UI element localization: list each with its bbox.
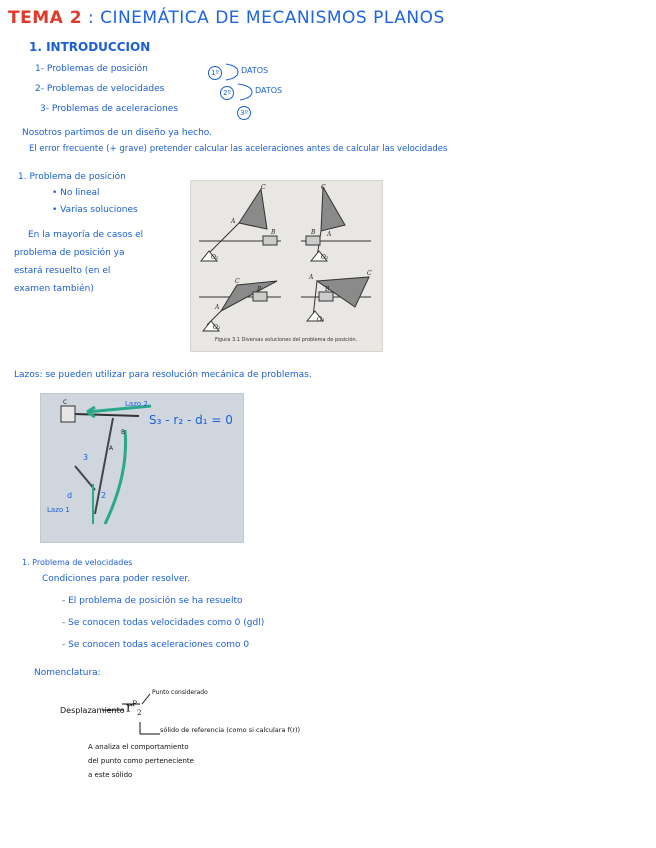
velocidades-sub: Condiciones para poder resolver. [42, 574, 191, 584]
fig1-label: C [367, 270, 372, 277]
intro-circle-2: 2º [220, 80, 234, 100]
lazo-equation: S₃ - r₂ - d₁ = 0 [149, 413, 233, 427]
fig2-label: Lazo 1 [47, 506, 70, 514]
fig2-label: A [109, 445, 114, 452]
fig1-label: B [257, 286, 262, 293]
mechanism-diagrams [191, 181, 382, 351]
fig1-label: O₂ [213, 324, 221, 331]
posicion-bullet-2: • Varias soluciones [52, 205, 138, 215]
lazos-line: Lazos: se pueden utilizar para resolución mecánica de problemas. [14, 370, 312, 380]
fig2-label: d [67, 491, 73, 500]
velocidades-heading: 1. Problema de velocidades [22, 558, 133, 567]
desplazamiento-label: Desplazamiento [60, 706, 125, 715]
lazos-diagram [41, 394, 243, 542]
fig1-label: B [311, 229, 316, 236]
intro-circle-1: 1º [208, 60, 222, 80]
note-line-2: del punto como perteneciente [88, 757, 194, 765]
posicion-para-3: estará resuelto (en el [14, 266, 111, 276]
page-title [8, 8, 445, 28]
mechanism-figure-photo [190, 180, 383, 352]
title-number: TEMA 2 [8, 8, 83, 28]
fig1-label: A [215, 304, 220, 311]
r-symbol-sup: P [132, 700, 137, 708]
intro-circle-3: 3º [237, 100, 251, 120]
fig2-label: 3 [83, 453, 89, 462]
intro-item-2: 2- Problemas de velocidades [35, 84, 165, 94]
intro-heading: 1. INTRODUCCION [29, 40, 151, 54]
fig1-label: C [235, 278, 240, 285]
datos-label-1: DATOS [241, 66, 269, 75]
fig1-label: A [309, 274, 314, 281]
fig1-label: A [231, 218, 236, 225]
title-colon: : [87, 8, 95, 28]
fig2-label: 2 [101, 491, 107, 500]
fig1-label: A [327, 231, 332, 238]
posicion-para-2: problema de posición ya [14, 248, 125, 258]
posicion-para-1: En la mayoría de casos el [28, 230, 144, 240]
fig2-label: C [63, 399, 68, 406]
intro-line-2: El error frecuente (+ grave) pretender calcular las aceleraciones antes de calcular las velocidades [29, 144, 448, 154]
fig1-label: O₂ [211, 254, 219, 261]
posicion-heading: 1. Problema de posición [18, 172, 126, 182]
intro-line-1: Nosotros partimos de un diseño ya hecho. [22, 128, 212, 138]
note-line-3: a este sólido [88, 771, 133, 779]
datos-label-2: DATOS [255, 86, 283, 95]
solido-label: sólido de referencia (como si calculara f(r)) [160, 726, 301, 734]
r-symbol-letter: r [126, 700, 133, 716]
fig1-label: C [261, 184, 266, 191]
lazos-figure-photo [40, 393, 244, 543]
velocidades-item-1: - El problema de posición se ha resuelto [62, 596, 243, 606]
title-text: CINEMÁTICA DE MECANISMOS PLANOS [100, 8, 445, 28]
nomenclatura-heading: Nomenclatura: [34, 668, 101, 678]
posicion-bullet-1: • No lineal [52, 188, 100, 198]
figure1-caption: Figura 3.1 Diversas soluciones del problema de posición. [215, 337, 358, 343]
fig1-label: B [271, 229, 276, 236]
fig1-label: O₂ [321, 254, 329, 261]
fig1-label: O₂ [317, 316, 325, 323]
punto-label: Punto considerado [152, 689, 208, 696]
posicion-para-4: examen también) [14, 284, 94, 294]
intro-item-1: 1- Problemas de posición [35, 64, 148, 74]
fig1-label: C [321, 184, 326, 191]
intro-item-3: 3- Problemas de aceleraciones [40, 104, 178, 114]
r-symbol-sub: 2 [136, 708, 142, 717]
velocidades-item-2: - Se conocen todas velocidades como 0 (gdl) [62, 618, 265, 628]
fig1-label: B [325, 286, 330, 293]
velocidades-item-3: - Se conocen todas aceleraciones como 0 [62, 640, 250, 650]
fig2-label: B [121, 429, 126, 436]
fig2-label: Lazo 2 [125, 400, 148, 408]
note-line-1: A analiza el comportamiento [88, 743, 189, 751]
